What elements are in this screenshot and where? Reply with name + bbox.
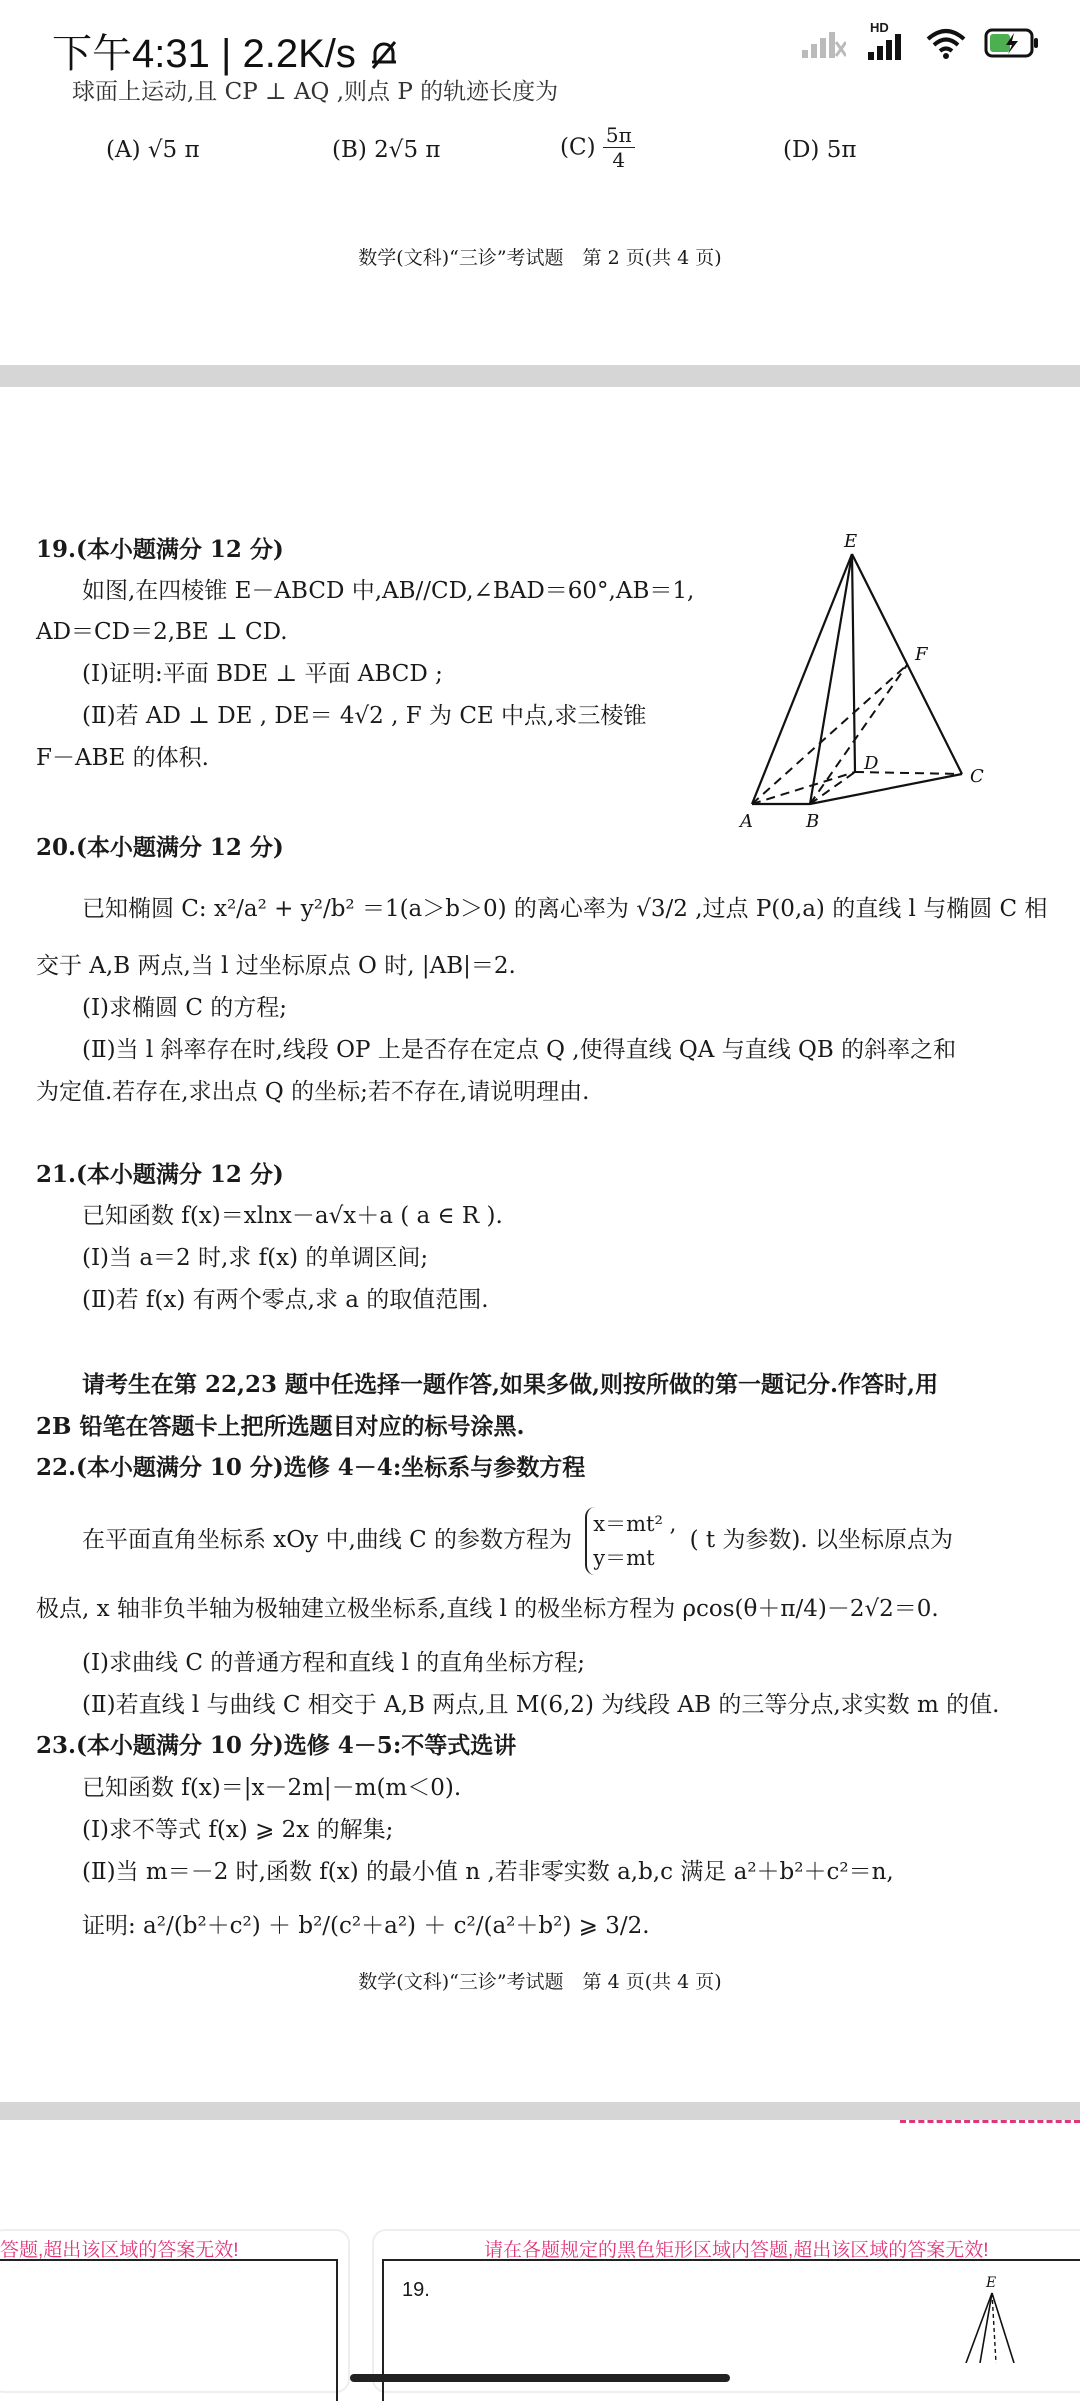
- label-b: B: [806, 811, 820, 832]
- option-b: (B) 2√5 π: [332, 137, 441, 163]
- param-system: x＝mt² , y＝mt: [585, 1507, 676, 1575]
- status-time: 下午4:31 | 2.2K/s: [52, 22, 401, 79]
- svg-text:E: E: [986, 2275, 997, 2291]
- choice-notice-line-2: 2B 铅笔在答题卡上把所选题目对应的标号涂黑.: [36, 1413, 525, 1440]
- left-answer-box: [0, 2259, 338, 2401]
- q22-heading: 22.(本小题满分 10 分)选修 4－4:坐标系与参数方程: [36, 1454, 586, 1481]
- q21-line-2: (Ⅰ)当 a＝2 时,求 f(x) 的单调区间;: [82, 1245, 429, 1271]
- answer-pyramid-thumbnail: [952, 2273, 1032, 2363]
- option-c: (C) $\frac{5\pi}{4}$: [560, 123, 635, 172]
- q23-line-3: (Ⅱ)当 m＝－2 时,函数 f(x) 的最小值 n ,若非零实数 a,b,c 满足 a²＋b²＋c²＝n,: [82, 1859, 894, 1885]
- answer-q19-label: 19.: [402, 2279, 430, 2301]
- q23-heading: 23.(本小题满分 10 分)选修 4－5:不等式选讲: [36, 1732, 517, 1759]
- q22-line-2: 极点, x 轴非负半轴为极轴建立极坐标系,直线 l 的极坐标方程为 ρcos(θ＋π/4)－2√2＝0.: [36, 1596, 939, 1622]
- q21-line-3: (Ⅱ)若 f(x) 有两个零点,求 a 的取值范围.: [82, 1287, 489, 1313]
- q20-line-3: (Ⅰ)求椭圆 C 的方程;: [82, 995, 288, 1021]
- q19-line-2: AD＝CD＝2,BE ⊥ CD.: [36, 619, 288, 645]
- q20-heading: 20.(本小题满分 12 分): [36, 834, 284, 861]
- home-indicator[interactable]: [350, 2374, 730, 2382]
- q20-line-2: 交于 A,B 两点,当 l 过坐标原点 O 时, |AB|＝2.: [36, 953, 516, 979]
- q19-line-3: (Ⅰ)证明:平面 BDE ⊥ 平面 ABCD ;: [82, 661, 443, 687]
- mute-icon: [367, 38, 401, 72]
- q21-line-1: 已知函数 f(x)＝xlnx－a√x＋a ( a ∈ R ).: [82, 1203, 503, 1229]
- exam-page-2: [0, 79, 1080, 365]
- page-separator: [0, 365, 1080, 387]
- q22-line-1: 在平面直角坐标系 xOy 中,曲线 C 的参数方程为 x＝mt² , y＝mt ( t 为参数). 以坐标原点为: [82, 1507, 953, 1575]
- q22-line-4: (Ⅱ)若直线 l 与曲线 C 相交于 A,B 两点,且 M(6,2) 为线段 AB 的三等分点,求实数 m 的值.: [82, 1692, 1000, 1718]
- option-d: (D) 5π: [783, 137, 857, 163]
- signal-icon-2: HD: [864, 26, 908, 60]
- label-c: C: [970, 766, 984, 787]
- label-d: D: [864, 753, 879, 774]
- q20-line-5: 为定值.若存在,求出点 Q 的坐标;若不存在,请说明理由.: [36, 1079, 590, 1105]
- page-4-footer: 数学(文科)“三诊”考试题 第 4 页(共 4 页): [358, 1971, 722, 1993]
- pyramid-figure: [730, 532, 990, 852]
- q23-line-1: 已知函数 f(x)＝|x－2m|－m(m＜0).: [82, 1775, 462, 1801]
- battery-icon: [984, 27, 1040, 59]
- right-warning: 请在各题规定的黑色矩形区域内答题,超出该区域的答案无效!: [484, 2240, 989, 2261]
- label-a: A: [740, 811, 753, 832]
- q20-line-1: 已知椭圆 C: x²/a² + y²/b² ＝1(a＞b＞0) 的离心率为 √3/2 ,过点 P(0,a) 的直线 l 与椭圆 C 相: [82, 896, 1048, 922]
- label-f: F: [915, 644, 928, 665]
- q19-line-4: (Ⅱ)若 AD ⊥ DE , DE＝ 4√2 , F 为 CE 中点,求三棱锥: [82, 703, 647, 729]
- signal-icon-1: [802, 28, 846, 58]
- page-separator-2: [0, 2102, 1080, 2120]
- q19-heading: 19.(本小题满分 12 分): [36, 536, 284, 563]
- q19-line-5: F－ABE 的体积.: [36, 745, 209, 771]
- q19-line-1: 如图,在四棱锥 E－ABCD 中,AB//CD,∠BAD＝60°,AB＝1,: [82, 578, 695, 604]
- exam-page-4: [0, 387, 1080, 2102]
- option-a: (A) √5 π: [106, 137, 200, 163]
- q23-line-4: 证明: a²/(b²＋c²) ＋ b²/(c²＋a²) ＋ c²/(a²＋b²) ⩾ 3/2.: [82, 1913, 650, 1939]
- answer-sheet: [0, 2123, 1080, 2400]
- q20-line-4: (Ⅱ)当 l 斜率存在时,线段 OP 上是否存在定点 Q ,使得直线 QA 与直线 QB 的斜率之和: [82, 1037, 957, 1063]
- q22-line-3: (Ⅰ)求曲线 C 的普通方程和直线 l 的直角坐标方程;: [82, 1650, 585, 1676]
- choice-notice-line-1: 请考生在第 22,23 题中任选择一题作答,如果多做,则按所做的第一题记分.作答时,用: [82, 1371, 939, 1398]
- partial-question-line: 球面上运动,且 CP ⊥ AQ ,则点 P 的轨迹长度为: [72, 79, 559, 105]
- q21-heading: 21.(本小题满分 12 分): [36, 1161, 284, 1188]
- label-e: E: [844, 532, 858, 552]
- page-2-footer: 数学(文科)“三诊”考试题 第 2 页(共 4 页): [358, 247, 722, 269]
- q23-line-2: (Ⅰ)求不等式 f(x) ⩾ 2x 的解集;: [82, 1817, 394, 1843]
- left-warning: 答题,超出该区域的答案无效!: [0, 2240, 239, 2261]
- wifi-icon: [926, 27, 966, 59]
